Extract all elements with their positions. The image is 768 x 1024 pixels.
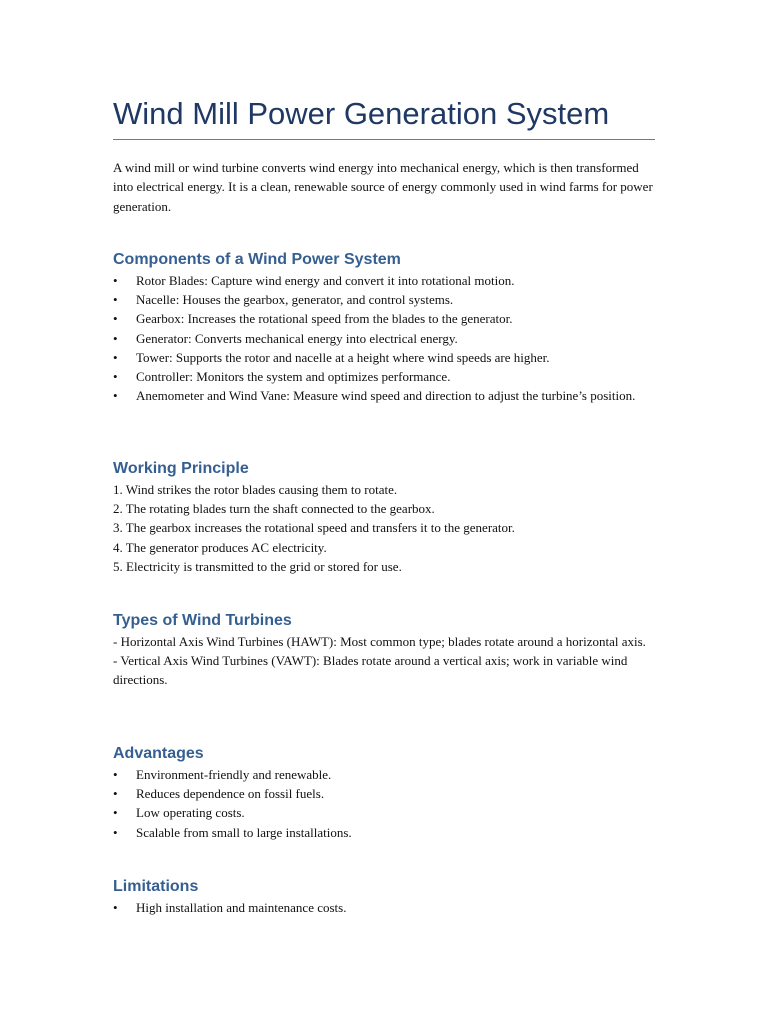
list-item: 2. The rotating blades turn the shaft connected to the gearbox. <box>113 501 435 517</box>
list-item: • Controller: Monitors the system and optimizes performance. <box>113 367 663 386</box>
list-item: • Tower: Supports the rotor and nacelle at a height where wind speeds are higher. <box>113 348 663 367</box>
working-heading: Working Principle <box>113 460 249 477</box>
list-item: 3. The gearbox increases the rotational speed and transfers it to the generator. <box>113 520 515 536</box>
advantages-list <box>113 765 663 842</box>
limitations-list <box>113 898 663 917</box>
components-heading: Components of a Wind Power System <box>113 251 401 268</box>
types-section <box>113 610 663 690</box>
list-item: 1. Wind strikes the rotor blades causing them to rotate. <box>113 482 398 497</box>
list-item: 5. Electricity is transmitted to the grid or stored for use. <box>113 558 402 574</box>
list-item: • High installation and maintenance costs. <box>113 898 663 917</box>
working-section <box>113 458 663 576</box>
intro-paragraph: A wind mill or wind turbine converts wind energy into mechanical energy, which is then transformed into electrical energy. It is a clean, renewable source of energy commonly used in wind farms for power generation. <box>113 160 653 214</box>
document-title: Wind Mill Power Generation System <box>113 96 610 131</box>
list-item: • Reduces dependence on fossil fuels. <box>113 784 663 803</box>
limitations-heading: Limitations <box>113 878 199 895</box>
types-heading: Types of Wind Turbines <box>113 612 292 629</box>
title-underline <box>113 139 655 140</box>
list-item: • Nacelle: Houses the gearbox, generator, and control systems. <box>113 290 663 309</box>
list-item: • Scalable from small to large installations. <box>113 823 663 842</box>
limitations-section <box>113 876 663 917</box>
list-item: - Vertical Axis Wind Turbines (VAWT): Blades rotate around a vertical axis; work in variable wind directions. <box>113 653 628 688</box>
components-list <box>113 271 663 405</box>
working-steps <box>113 480 663 576</box>
list-item: • Low operating costs. <box>113 803 663 822</box>
advantages-section <box>113 743 663 842</box>
list-item: - Horizontal Axis Wind Turbines (HAWT): Most common type; blades rotate around a horizontal axis. <box>113 634 646 649</box>
list-item: • Generator: Converts mechanical energy into electrical energy. <box>113 329 663 348</box>
list-item: • Gearbox: Increases the rotational speed from the blades to the generator. <box>113 309 663 328</box>
list-item: • Anemometer and Wind Vane: Measure wind speed and direction to adjust the turbine’s position. <box>113 386 656 405</box>
types-list <box>113 632 663 690</box>
components-section <box>113 249 663 405</box>
list-item: • Environment-friendly and renewable. <box>113 765 663 784</box>
advantages-heading: Advantages <box>113 745 204 762</box>
list-item: • Rotor Blades: Capture wind energy and convert it into rotational motion. <box>113 271 663 290</box>
list-item: 4. The generator produces AC electricity. <box>113 539 327 555</box>
